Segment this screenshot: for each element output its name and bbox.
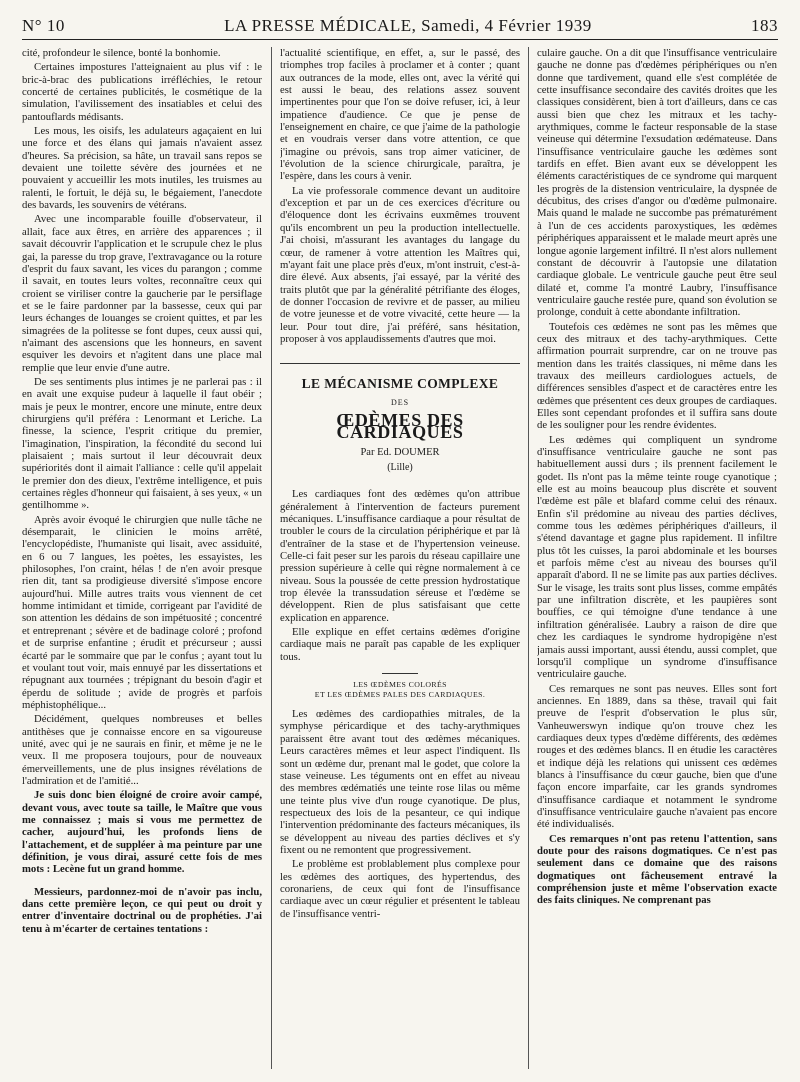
paragraph-closing: Ces remarques n'ont pas retenu l'attention, sans doute pour des raisons dogmatiques. Ce n'est pas seulement dans ce domaine que des raisons dogmatiques ont fâcheusement entravé la compréhension juste et même l'observation exacte des faits cliniques. Ne comprenant pas <box>537 832 777 907</box>
subhead-line2: ET LES ŒDÈMES PALES DES CARDIAQUES. <box>314 690 486 700</box>
article-title-line3: ŒDÈMES DES CARDIAQUES <box>336 409 464 443</box>
section-subhead <box>280 673 520 700</box>
journal-title-date: LA PRESSE MÉDICALE, Samedi, 4 Février 1939 <box>224 16 592 35</box>
paragraph: Le problème est problablement plus complexe pour les œdèmes des aortiques, des hypertendus, des coronariens, de ceux qui font de l'insuffisance cardiaque avec un cœur régulier et présentent le tableau de l'insuffisance ventri- <box>280 858 520 920</box>
page-header <box>22 8 778 36</box>
subhead-rule <box>382 673 418 674</box>
paragraph: Elle explique en effet certains œdèmes d'origine cardiaque mais ne paraît pas capable de les expliquer tous. <box>280 626 520 663</box>
paragraph: Certaines impostures l'atteignaient au plus vif : le bric-à-brac des publications irréfléchies, le retour concerté de certaines publicités, le cosmétique de la simulation, l'avilissement des insatiables et celui des pantouflards médisants. <box>22 61 262 123</box>
issue-number: N° 10 <box>22 16 65 35</box>
paragraph: cité, profondeur le silence, bonté la bonhomie. <box>22 47 221 59</box>
paragraph: Décidément, quelques nombreuses et belles antithèses que je connaisse encore en sa vigoureuse unité, avec qui je ne saurais en finir, et même je ne le veux. Il me proposera toujours, pour de nouveaux émerveillements, une de plus insignes révélations de l'admiration et de l'amitié... <box>22 713 262 787</box>
header-rule <box>22 39 778 40</box>
column-divider <box>528 47 529 1069</box>
paragraph: Les mous, les oisifs, les adulateurs agaçaient en lui une force et des élans qui jamais n'avaient assez d'heures. Sa précision, sa hâte, un travail sans repos se devaient une toilette sévère des journées et ne pouvaient y accueillir les mots inutiles, les truismes au ralenti, le fortuit, le déjà su, le bégaiement, l'anecdote des bavards, les souvenirs de vétérans. <box>22 125 262 212</box>
paragraph: Les œdèmes qui compliquent un syndrome d'insuffisance ventriculaire gauche ne sont pas habituellement aussi durs ; ils prennent facilement le godet. Ils n'ont pas la même teinte rouge cyanotique ; elle est au moins beaucoup plus discrète et souvent l'œdème est pâle et blafard comme celui des rénaux. Enfin s'il prédomine au niveau des parties déclives, comme tous les œdèmes périphériques d'ailleurs, il s'étend davantage et gagne plus rapidement. Il infiltre plus tôt les cuisses, la paroi abdominale et les bourses et parfois même c'est au niveau des bourses qu'il apparaît d'abord. Il ne se limite pas aux parties déclives. Sur le visage, les traits sont plus lisses, comme empâtés par une infiltration discrète, et les paupières sont bouffies, ce qui témoigne d'une tendance à une infiltration généralisée. Laubry a raison de dire que chez les cardiaques le syndrome hydropigène n'est jamais aussi important, aussi étendu, aussi complet, que lorsqu'il complique un syndrome d'insuffisance ventriculaire gauche. <box>537 433 777 681</box>
paragraph: l'actualité scientifique, en effet, a, sur le passé, des triomphes trop faciles à proclamer et à conter ; quant aux outrances de la mode, elles ont, avec la vérité qui est aussi le beau, des relations assez souvent impertinentes pour que l'on se doive refuser, ici, à leur impatience d'audience. Ce que je pense de l'enseignement en chaire, ce que j'aime de la pathologie et en voudrais verser dans votre attention, ce que j'imagine ou prévois, sans trop aimer vaticiner, de l'évolution de la science chirurgicale, paraîtra, je l'espère, dans les cours à venir. <box>280 47 520 183</box>
article-city: (Lille) <box>387 461 413 473</box>
paragraph: Toutefois ces œdèmes ne sont pas les mêmes que ceux des mitraux et des tachy-arythmiques. Cette affirmation pourrait surprendre, car on ne trouve pas mention dans les traités classiques, ni même dans les travaux des meilleurs cardiologues actuels, de différences sensibles d'aspect et de caractères entre les œdèmes que présentent ces deux groupes de cardiaques. Elles sont cependant profondes et il suffira sans doute de les souligner pour les rendre évidentes. <box>537 320 777 432</box>
paragraph: Les œdèmes des cardiopathies mitrales, de la symphyse péricardique et des tachy-arythmiques paraissent être avant tout des œdèmes mécaniques. Leurs caractères mêmes et leur aspect l'indiquent. Ils sont un œdème dur, prenant mal le godet, que colore la stase veineuse. Les téguments ont en effet au niveau des membres œdématiés une teinte rose lilas ou même une teinte plus vive d'un rouge cyanotique. De plus, respectueux des lois de la pesanteur, ce qui indique l'intervention prédominante des facteurs mécaniques, ils se développent au niveau des parties déclives et s'y fixent ou ne remontent que progressivement. <box>280 708 520 856</box>
paragraph: Je suis donc bien éloigné de croire avoir campé, devant vous, avec toute sa taille, le Maître que vous me connaissez ; mais si vous me permettez de cacher, aujourd'hui, les profonds liens de l'attachement, et de suppléer à ma peinture par une définition, je vous dirai, assuré cette fois de mes mots : Lecène fut un grand homme. <box>22 789 262 876</box>
paragraph: culaire gauche. On a dit que l'insuffisance ventriculaire gauche ne donne pas d'œdèmes périphériques ou n'en donne que tardivement, quand elle s'est complétée de cette insuffisance secondaire des cavités droites que les classiques considèrent, bien à tort d'ailleurs, dans ce cas aussi bien que chez les mitraux et les tachy-arythmiques, comme le facteur responsable de la stase veineuse qui détermine l'exsudation œdémateuse. Dans l'insuffisance ventriculaire gauche les œdèmes sont tardifs en effet. Bien avant eux se développent les éléments caractéristiques de ce syndrome qui marquent les progrès de la distension ventriculaire, la dyspnée de décubitus, des crises d'angor ou d'œdème pulmonaire. Mais quand le malade ne succombe pas prématurément à l'un de ces accidents paroxystiques, les œdèmes périphériques apparaissent et le malade meurt après une longue agonie largement infiltré. Il n'est alors nullement constant de découvrir à l'autopsie une dilatation cardiaque globale. Le ventricule gauche peut être seul dilaté et, comme l'a montré Laubry, l'insuffisance ventriculaire gauche restée pure, quand son évolution se prolonge, conduit à cette abondante infiltration. <box>537 47 777 319</box>
subhead-line1: LES ŒDÈMES COLORÉS <box>353 680 447 690</box>
paragraph: La vie professorale commence devant un auditoire d'exception et par un de ces exercices d'écriture ou d'éloquence dont les écrivains euxmêmes trouvent qu'ils encombrent un peu la production intellectuelle. J'ai choisi, m'assurant les avantages du langage du cœur, de ramener à votre attention les Maîtres qui, m'ayant fait une place près d'eux, m'ont instruit, c'est-à-dire élevé. Aux absents, j'ai essayé, par la vérité des traits plutôt que par la généralité pétrifiante des éloges, de donner l'occasion de revivre et de passer, au milieu de votre jeunesse et de votre vivacité, cette heure — la leur. Pour tout dire, j'ai préféré, sans hésitation, proposer à vos applaudissements d'autres que moi. <box>280 184 520 345</box>
column-1 <box>22 47 262 1069</box>
paragraph: Après avoir évoqué le chirurgien que nulle tâche ne désemparait, le clinicien le moins arrêté, l'encyclopédiste, l'humaniste qui lisait, avec assiduité, en 6 ou 7 langues, les poètes, les essayistes, les philosophes, l'on craint, hélas ! de n'en avoir presque rien dit, tant sa prodigieuse diversité s'impose encore aujourd'hui. Mille autres traits vous viennent de cet homme intimidant et timide, corrigeant par l'avidité de son attention les dédains de son impétuosité ; concentré et entreprenant ; sévère et de badinage coloré ; profond et de surprise enfantine ; érudit et précurseur ; aussi écarté par le sommaire que par le confus ; ayant tout lu et voulant tout voir, mais ennuyé par les dissertations et répugnant aux tournées ; trépignant du besoin d'agir et éperdu de solitude ; avide de progrès et parfois méphistophélique... <box>22 513 262 711</box>
paragraph: Les cardiaques font des œdèmes qu'on attribue généralement à l'intervention de facteurs purement mécaniques. L'insuffisance cardiaque a pour résultat de troubler le cours de la circulation périphérique et par là d'entraîner de la stase et de l'hypertension veineuse. Celle-ci fait peser sur les parois du réseau capillaire une pression supérieure à celle qui règne normalement à ce niveau. Sous la poussée de cette pression hydrostatique trop élevée la transsudation séreuse et l'œdème se développent. Rien de plus satisfaisant que cette explication en apparence. <box>280 488 520 624</box>
article-title-line2: DES <box>390 397 410 407</box>
page-number: 183 <box>751 16 778 35</box>
article-title-line1: LE MÉCANISME COMPLEXE <box>301 376 499 392</box>
column-divider <box>271 47 272 1069</box>
column-2 <box>280 47 520 1069</box>
paragraph-closing: Messieurs, pardonnez-moi de n'avoir pas inclu, dans cette première leçon, ce qui peut ou droit y entrer d'inventaire doctrinal ou de prophéties. J'ai tenu à m'écarter de certaines tentations : <box>22 885 262 935</box>
article-author: Par Ed. DOUMER <box>360 446 440 458</box>
column-3 <box>537 47 777 1069</box>
paragraph: Avec une incomparable fouille d'observateur, il allait, face aux êtres, en arrière des apparences ; il savait découvrir l'application et le scrupule chez le plus gai, la paresse du trop grave, l'extravagance ou la roture d'esprit du faux savant, les vices du parangon ; comme il savait, en toutes leurs voltes, reconnaître ceux qui croient se viriliser contre la gaucherie par le persiflage et se le faire pardonner par la bassesse, ceux qui par leurs échanges de louanges se croient quittes, et par les simagrées de la politesse se font dupes, ceux aussi qui, n'aimant des ascensions que les honneurs, en savent esquiver les devoirs et n'agitent dans une place mal remplie que leur envie d'une autre. <box>22 213 262 374</box>
paragraph: Ces remarques ne sont pas neuves. Elles sont fort anciennes. En 1889, dans sa thèse, travail qui fait preuve de l'esprit d'observation le plus sûr, Vanheuwerswyn indique qu'on trouve chez les cardiaques deux types d'œdème différents, des œdèmes rouges et des œdèmes blancs. Il en étudie les caractères et indique déjà les relations qui unissent ces œdèmes blancs à l'insuffisance du cœur gauche, bien que d'une façon encore imparfaite, car les grands syndromes d'insuffisance cardiaque et notamment le syndrome d'insuffisance ventriculaire gauche n'avaient pas encore été individualisés. <box>537 682 777 831</box>
paragraph: De ses sentiments plus intimes je ne parlerai pas : il en avait une exquise pudeur à laquelle il faut obéir ; mais je peux le montrer, encore une minute, entre deux chirurgiens qu'il préféra : Lenormant et Leriche. La finesse, la science, l'esprit critique du premier, l'imagination, l'inspiration, la fécondité du second lui plaisaient ; mais surtout il leur découvrait deux supériorités dont il aimait l'alliance : celle qu'il appelait le premier don des dieux, l'extrême intelligence, et puis certaines règles d'honneur qui faisaient, à ses yeux, « un gentilhomme ». <box>22 375 262 512</box>
article-separator <box>280 363 520 364</box>
article-title-block <box>280 378 520 474</box>
